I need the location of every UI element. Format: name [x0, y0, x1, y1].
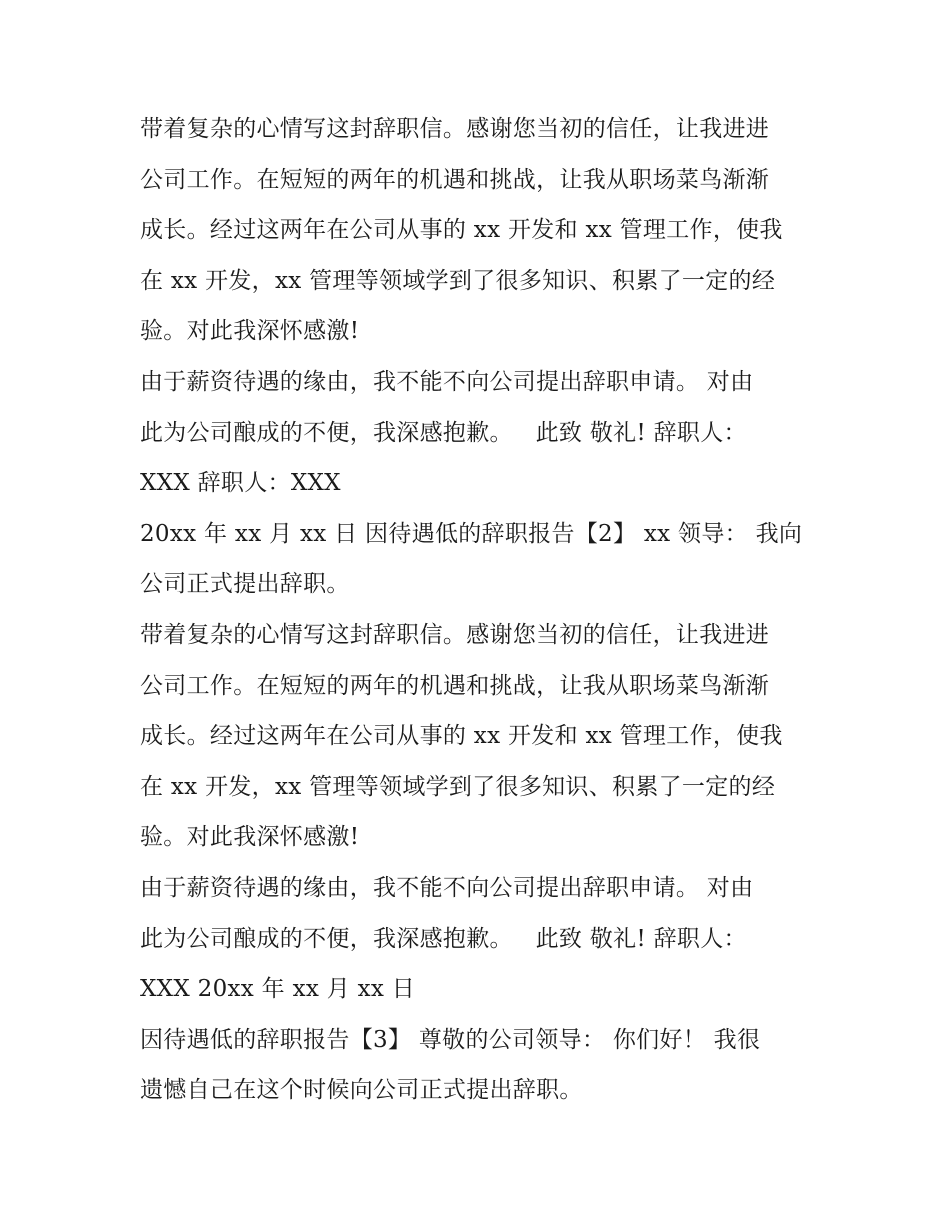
text-line: 验。对此我深怀感激! — [140, 318, 360, 345]
text-line: 20xx 年 xx 月 xx 日 因待遇低的辞职报告【2】 xx 领导： 我向 — [140, 520, 803, 547]
text-line: 在 xx 开发，xx 管理等领域学到了很多知识、积累了一定的经 — [140, 267, 776, 294]
text-line: XXX 辞职人：XXX — [140, 470, 341, 497]
text-line: 在 xx 开发，xx 管理等领域学到了很多知识、积累了一定的经 — [140, 773, 776, 800]
text-line: 成长。经过这两年在公司从事的 xx 开发和 xx 管理工作，使我 — [140, 723, 783, 750]
text-line: 公司工作。在短短的两年的机遇和挑战，让我从职场菜鸟渐渐 — [140, 166, 770, 193]
text-line: XXX 20xx 年 xx 月 xx 日 — [140, 976, 416, 1003]
text-line: 此为公司酿成的不便，我深感抱歉。 此致 敬礼! 辞职人： — [140, 925, 747, 952]
text-line: 由于薪资待遇的缘由，我不能不向公司提出辞职申请。 对由 — [140, 874, 754, 901]
text-line: 成长。经过这两年在公司从事的 xx 开发和 xx 管理工作，使我 — [140, 217, 783, 244]
text-line: 公司正式提出辞职。 — [140, 571, 350, 598]
text-line: 验。对此我深怀感激! — [140, 824, 360, 851]
text-line: 带着复杂的心情写这封辞职信。感谢您当初的信任，让我进进 — [140, 116, 770, 142]
text-line: 公司工作。在短短的两年的机遇和挑战，让我从职场菜鸟渐渐 — [140, 672, 770, 699]
document-body — [140, 104, 820, 1116]
text-line: 因待遇低的辞职报告【3】 尊敬的公司领导： 你们好！ 我很 — [140, 1026, 761, 1053]
text-line: 带着复杂的心情写这封辞职信。感谢您当初的信任，让我进进 — [140, 621, 770, 648]
text-line: 遗憾自己在这个时候向公司正式提出辞职。 — [140, 1077, 583, 1104]
text-line: 由于薪资待遇的缘由，我不能不向公司提出辞职申请。 对由 — [140, 368, 754, 395]
text-line: 此为公司酿成的不便，我深感抱歉。 此致 敬礼! 辞职人： — [140, 419, 747, 446]
